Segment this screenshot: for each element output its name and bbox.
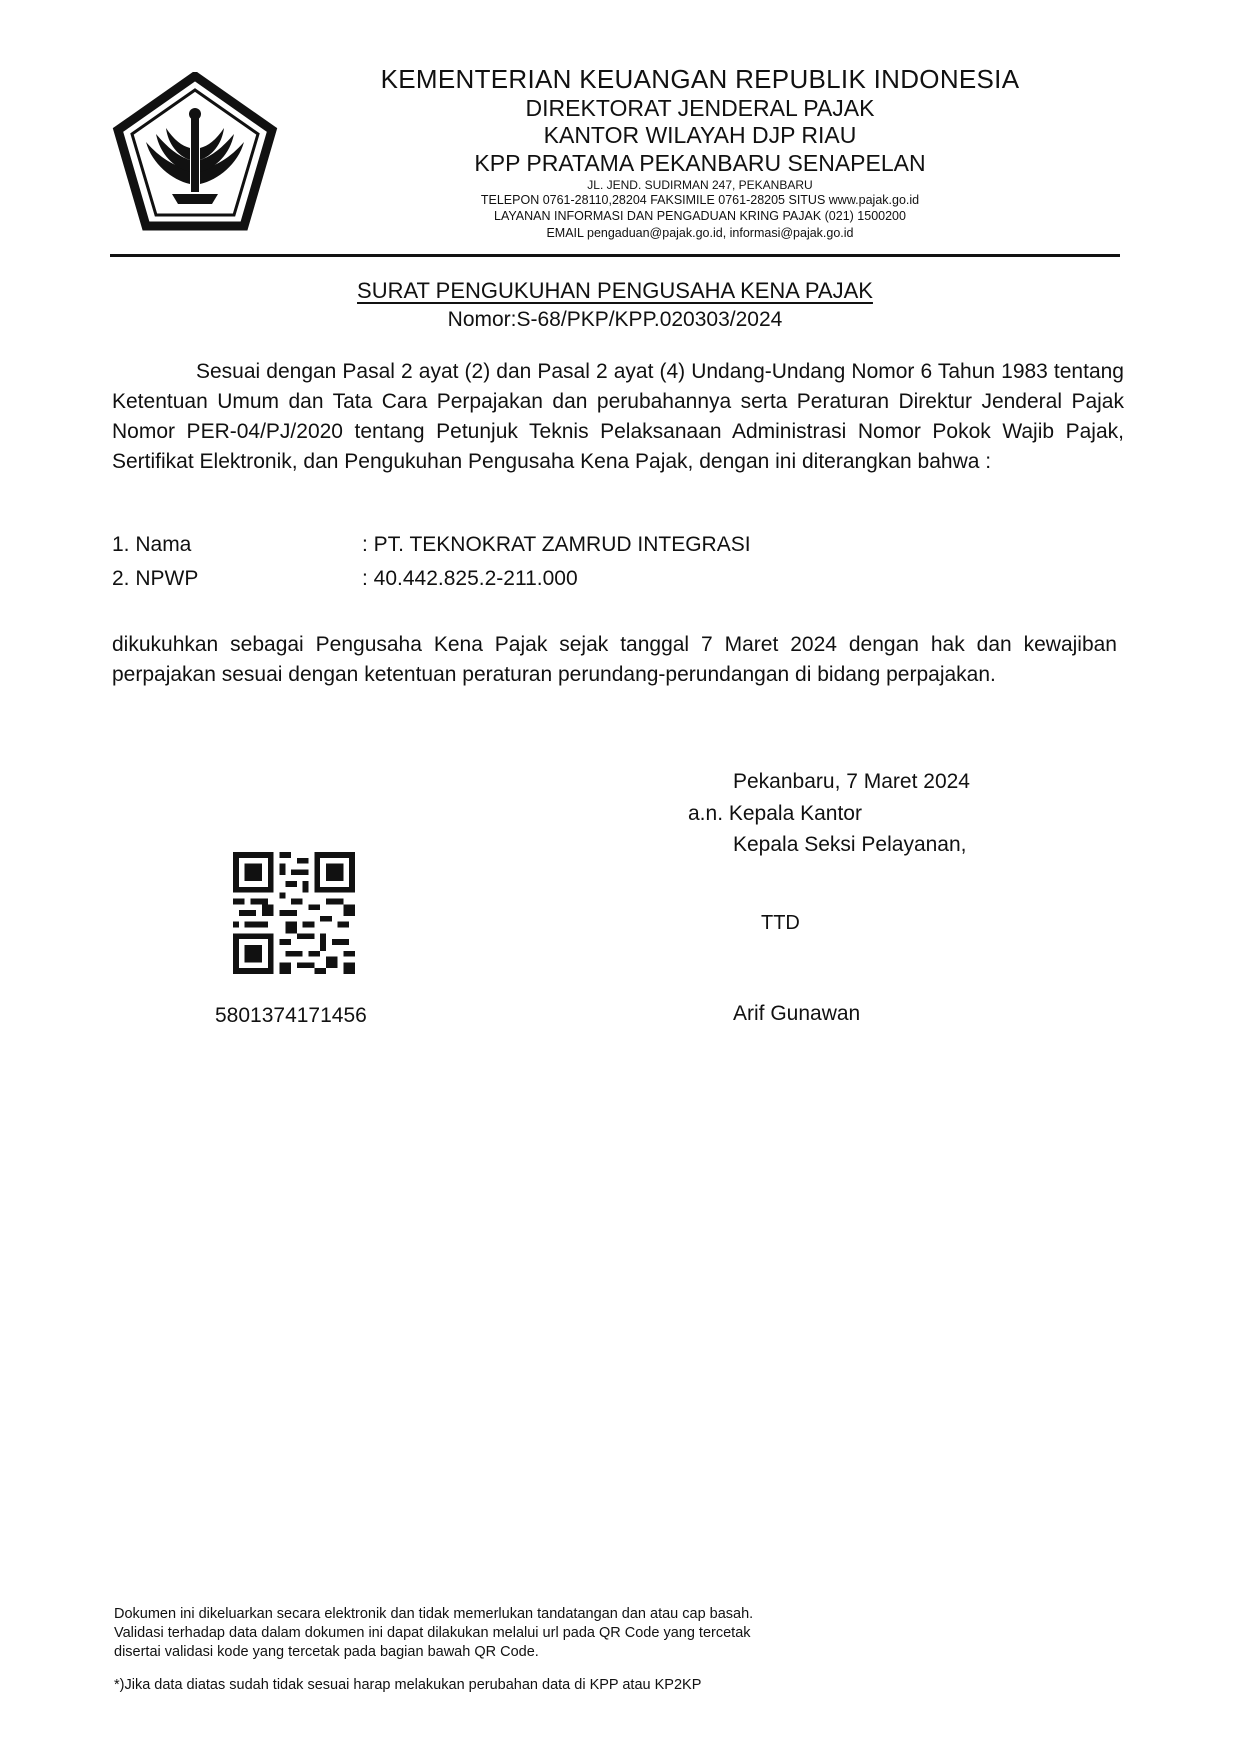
signature-name: Arif Gunawan (733, 1002, 861, 1025)
header-directorate: DIREKTORAT JENDERAL PAJAK (525, 95, 875, 122)
header-phone: TELEPON 0761-28110,28204 FAKSIMILE 0761-28205 SITUS www.pajak.go.id (480, 193, 920, 208)
signature-place-date: Pekanbaru, 7 Maret 2024 (733, 770, 970, 793)
ministry-logo-icon (112, 72, 278, 232)
header-email: EMAIL pengaduan@pajak.go.id, informasi@pajak.go.id (546, 225, 854, 240)
footer-note (114, 1605, 894, 1695)
field-label-npwp: 2. NPWP (112, 567, 199, 590)
signature-role: Kepala Seksi Pelayanan, (733, 833, 967, 856)
header-address: JL. JEND. SUDIRMAN 247, PEKANBARU (587, 177, 813, 192)
field-value-npwp: : 40.442.825.2-211.000 (362, 567, 578, 590)
header-tax-office: KPP PRATAMA PEKANBARU SENAPELAN (474, 149, 926, 176)
intro-paragraph: Sesuai dengan Pasal 2 ayat (2) dan Pasal 2 ayat (4) Undang-Undang Nomor 6 Tahun 1983 tentang Ketentuan Umum dan Tata Cara Perpajakan dan perubahannya serta Peraturan Direktur Jenderal Pajak Nomor PER-04/PJ/2020 tentang Petunjuk Teknis Pelaksanaan Administrasi Nomor Pokok Wajib Pajak, Sertifikat Elektronik, dan Pengukuhan Pengusaha Kena Pajak, dengan ini diterangkan bahwa : (112, 360, 1124, 473)
footer-line-1: Dokumen ini dikeluarkan secara elektronik dan tidak memerlukan tandatangan dan atau cap basah. (114, 1606, 754, 1622)
qr-validation-code: 5801374171456 (215, 1004, 367, 1027)
footer-line-2: Validasi terhadap data dalam dokumen ini dapat dilakukan melalui url pada QR Code yang tercetak (114, 1625, 751, 1641)
header-regional-office: KANTOR WILAYAH DJP RIAU (543, 122, 857, 149)
confirmation-paragraph: dikukuhkan sebagai Pengusaha Kena Pajak sejak tanggal 7 Maret 2024 dengan hak dan kewajiban perpajakan sesuai dengan ketentuan peraturan perundang-perundangan di bidang perpajakan. (112, 633, 1117, 686)
field-label-name: 1. Nama (112, 533, 192, 556)
document-number: Nomor:S-68/PKP/KPP.020303/2024 (447, 308, 783, 331)
document-title: SURAT PENGUKUHAN PENGUSAHA KENA PAJAK (357, 278, 873, 303)
footer-line-3: disertai validasi kode yang tercetak pada bagian bawah QR Code. (114, 1644, 539, 1660)
header-service: LAYANAN INFORMASI DAN PENGADUAN KRING PAJAK (021) 1500200 (494, 209, 906, 224)
signature-ttd: TTD (761, 912, 800, 934)
header-ministry: KEMENTERIAN KEUANGAN REPUBLIK INDONESIA (380, 64, 1020, 94)
footer-footnote: *)Jika data diatas sudah tidak sesuai harap melakukan perubahan data di KPP atau KP2KP (114, 1677, 702, 1693)
qr-code-icon (233, 852, 355, 974)
field-value-name: : PT. TEKNOKRAT ZAMRUD INTEGRASI (362, 533, 751, 556)
letterhead (330, 66, 1070, 240)
header-divider (110, 254, 1120, 257)
signature-on-behalf: a.n. Kepala Kantor (688, 802, 862, 825)
document-title-block (110, 278, 1120, 332)
